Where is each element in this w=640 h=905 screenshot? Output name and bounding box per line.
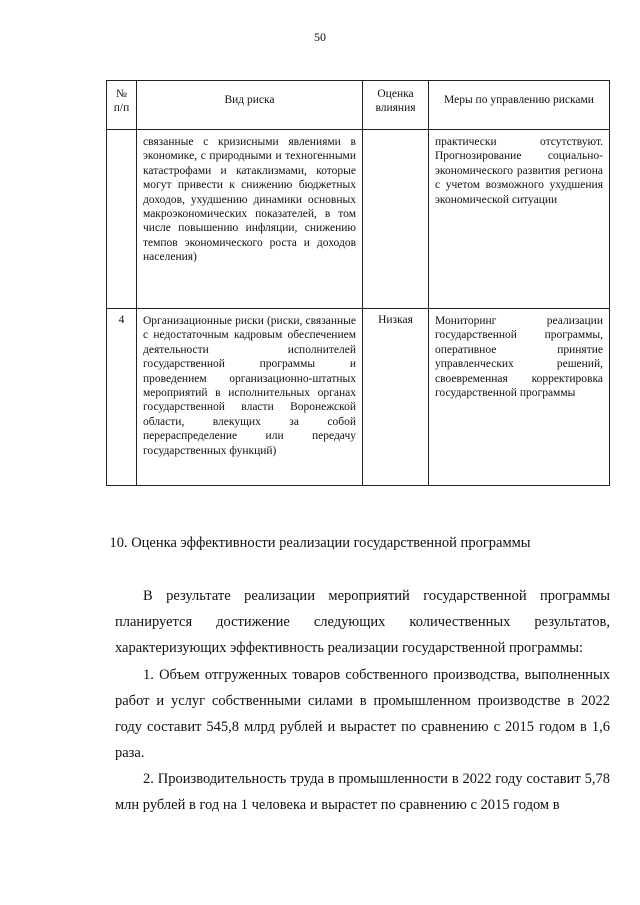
table-row [107, 309, 610, 486]
paragraph: В результате реализации мероприятий государственной программы планируется достижение следующих количественных результатов, характеризующих эффективность реализации государственной программы: [115, 588, 610, 656]
header-num: № п/п [107, 81, 137, 130]
header-impact-rating: Оценка влияния [363, 81, 429, 130]
cell-impact-rating [363, 130, 429, 309]
table-row [107, 130, 610, 309]
cell-impact-rating: Низкая [363, 309, 429, 486]
cell-risk-kind: Организационные риски (риски, связанные с недостаточным кадровым обеспечением деятельности исполнителей государственной программы и проведением организационно-штатных мероприятий в исполнительных органах государственной власти Воронежской области, влекущих за собой перераспределение или передачу государственных функций) [137, 309, 363, 486]
table-header-row [107, 81, 610, 130]
cell-risk-measures: Мониторинг реализации государственной программы, оперативное принятие управленческих решений, своевременная корректировка государственной программы [429, 309, 610, 486]
cell-risk-measures: практически отсутствуют. Прогнозирование социально-экономического развития региона с учетом возможного ухудшения экономической ситуации [429, 130, 610, 309]
header-risk-measures: Меры по управлению рисками [429, 81, 610, 130]
cell-num: 4 [107, 309, 137, 486]
cell-num [107, 130, 137, 309]
risk-table [106, 80, 610, 486]
paragraph: 1. Объем отгруженных товаров собственного производства, выполненных работ и услуг собственными силами в промышленном производстве в 2022 году составит 545,8 млрд рублей и вырастет по сравнению с 2015 годом в 1,6 раза. [115, 667, 610, 761]
cell-risk-kind: связанные с кризисными явлениями в экономике, с природными и техногенными катастрофами и катаклизмами, которые могут привести к снижению бюджетных доходов, ухудшению динамики основных макроэкономических показателей, в том числе повышению инфляции, снижению темпов экономического роста и доходов населения) [137, 130, 363, 309]
page-number: 50 [314, 30, 326, 44]
section-heading: 10. Оценка эффективности реализации государственной программы [109, 535, 531, 551]
header-risk-kind: Вид риска [137, 81, 363, 130]
paragraph: 2. Производительность труда в промышленности в 2022 году составит 5,78 млн рублей в год на 1 человека и вырастет по сравнению с 2015 годом в [115, 771, 610, 813]
